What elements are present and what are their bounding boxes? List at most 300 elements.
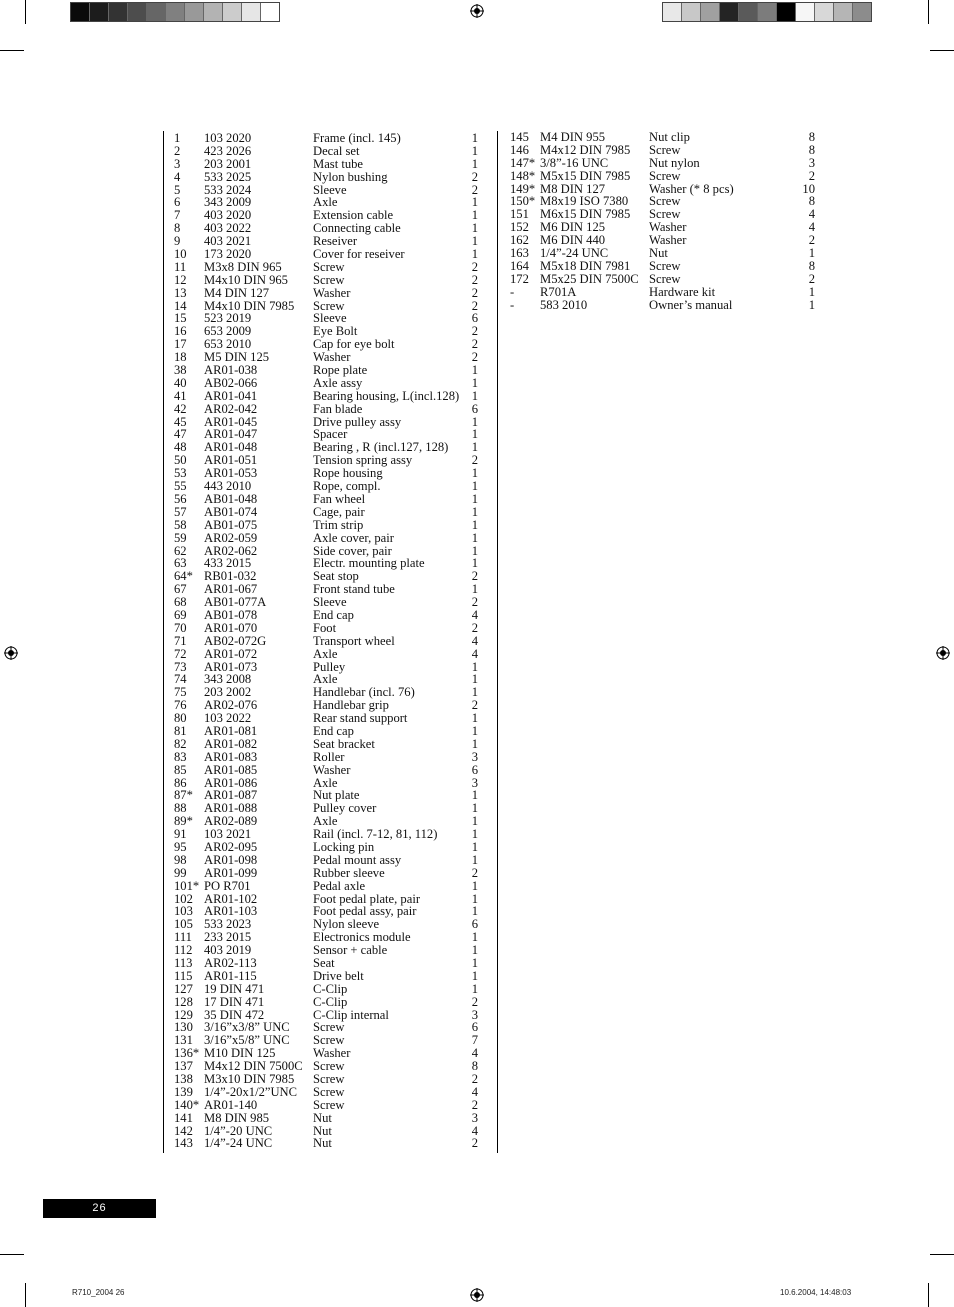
part-quantity: 1 [471, 981, 478, 996]
part-number-index: 163 [510, 246, 529, 261]
part-number-index: 127 [174, 981, 193, 996]
part-quantity: 1 [471, 517, 478, 532]
part-description: Drive pulley assy [313, 414, 402, 429]
table-divider-left [163, 131, 164, 1153]
part-code: M4 DIN 127 [204, 285, 270, 300]
part-quantity: 1 [471, 208, 478, 223]
part-description: Screw [649, 168, 681, 183]
part-number-index: 7 [174, 208, 181, 223]
table-row [174, 738, 480, 751]
part-number-index: 2 [174, 143, 181, 158]
part-quantity: 1 [471, 247, 478, 262]
parts-list-right [510, 131, 816, 311]
part-description: Sleeve [313, 595, 347, 610]
table-row [174, 957, 480, 970]
part-description: Pulley cover [313, 801, 377, 816]
part-description: Sensor + cable [313, 943, 388, 958]
part-number-index: 89* [174, 814, 193, 829]
table-row [174, 132, 480, 145]
part-description: Axle assy [313, 375, 363, 390]
part-code: M5x18 DIN 7981 [540, 258, 631, 273]
part-number-index: 63 [174, 556, 187, 571]
part-quantity: 1 [471, 556, 478, 571]
part-description: Locking pin [313, 839, 375, 854]
part-number-index: 48 [174, 440, 187, 455]
part-number-index: 98 [174, 852, 187, 867]
part-description: Screw [313, 272, 345, 287]
part-quantity: 6 [471, 401, 478, 416]
part-quantity: 2 [471, 324, 478, 339]
part-code: 343 2009 [204, 195, 252, 210]
part-number-index: 73 [174, 659, 187, 674]
table-row [510, 299, 816, 312]
part-code: M10 DIN 125 [204, 1046, 276, 1061]
part-description: Front stand tube [313, 582, 395, 597]
parts-list-left [174, 132, 480, 1150]
part-code: AR01-098 [204, 852, 258, 867]
part-number-index: 10 [174, 247, 187, 262]
part-code: 17 DIN 471 [204, 994, 265, 1009]
part-number-index: 9 [174, 234, 181, 249]
part-description: Reseiver [313, 234, 358, 249]
part-quantity: 1 [471, 801, 478, 816]
part-description: Extension cable [313, 208, 394, 223]
part-description: Owner’s manual [649, 297, 733, 312]
part-quantity: 1 [471, 195, 478, 210]
part-quantity: 1 [471, 943, 478, 958]
part-description: Cap for eye bolt [313, 337, 395, 352]
part-number-index: 172 [510, 271, 529, 286]
part-quantity: 2 [471, 620, 478, 635]
table-row [174, 287, 480, 300]
part-code: 203 2001 [204, 156, 252, 171]
table-row [174, 996, 480, 1009]
part-description: Drive belt [313, 968, 364, 983]
part-number-index: 72 [174, 646, 187, 661]
part-quantity: 3 [808, 155, 815, 170]
part-code: AR01-067 [204, 582, 258, 597]
table-divider-middle [497, 131, 498, 1153]
part-number-index: 141 [174, 1110, 193, 1125]
part-number-index: 42 [174, 401, 187, 416]
part-code: AR01-072 [204, 646, 258, 661]
part-number-index: 140* [174, 1097, 200, 1112]
part-number-index: 152 [510, 220, 529, 235]
part-quantity: 1 [471, 156, 478, 171]
part-number-index: 76 [174, 698, 187, 713]
part-description: Rail (incl. 7-12, 81, 112) [313, 827, 438, 842]
part-code: AR01-038 [204, 363, 258, 378]
part-number-index: 95 [174, 839, 187, 854]
part-code: 653 2010 [204, 337, 252, 352]
part-quantity: 2 [471, 182, 478, 197]
part-number-index: 38 [174, 363, 187, 378]
part-code: M3x8 DIN 965 [204, 259, 282, 274]
part-quantity: 10 [802, 181, 815, 196]
crop-mark [930, 50, 954, 51]
part-description: End cap [313, 607, 354, 622]
color-swatch [166, 3, 185, 21]
part-quantity: 4 [471, 646, 478, 661]
part-description: Fan blade [313, 401, 363, 416]
table-row [174, 403, 480, 416]
part-quantity: 1 [471, 930, 478, 945]
part-code: M8x19 ISO 7380 [540, 194, 629, 209]
crop-mark [25, 0, 26, 24]
part-quantity: 1 [471, 221, 478, 236]
part-description: Pulley [313, 659, 346, 674]
part-description: Screw [313, 298, 345, 313]
part-code: AB01-078 [204, 607, 258, 622]
part-quantity: 1 [808, 246, 815, 261]
part-description: C-Clip [313, 994, 348, 1009]
table-row [510, 157, 816, 170]
part-quantity: 2 [471, 259, 478, 274]
part-code: 35 DIN 472 [204, 1007, 265, 1022]
part-description: Nylon bushing [313, 169, 388, 184]
part-code: AR02-062 [204, 543, 258, 558]
registration-mark-icon [470, 1288, 484, 1302]
part-code: 533 2025 [204, 169, 252, 184]
crop-mark [0, 1254, 24, 1255]
part-code: M4x10 DIN 965 [204, 272, 288, 287]
table-row [174, 1099, 480, 1112]
part-number-index: 81 [174, 723, 187, 738]
part-number-index: 62 [174, 543, 187, 558]
table-row [174, 158, 480, 171]
table-row [510, 144, 816, 157]
part-description: Tension spring assy [313, 453, 413, 468]
part-code: M6 DIN 125 [540, 220, 606, 235]
part-quantity: 1 [471, 827, 478, 842]
part-number-index: 129 [174, 1007, 193, 1022]
part-description: Side cover, pair [313, 543, 392, 558]
color-swatch [223, 3, 242, 21]
part-quantity: 4 [471, 1046, 478, 1061]
part-description: Rope, compl. [313, 479, 381, 494]
color-swatch [128, 3, 147, 21]
table-row [174, 725, 480, 738]
part-code: AR02-089 [204, 814, 258, 829]
part-number-index: 151 [510, 207, 529, 222]
part-quantity: 2 [471, 865, 478, 880]
part-description: Screw [649, 271, 681, 286]
part-quantity: 2 [471, 285, 478, 300]
part-quantity: 2 [471, 272, 478, 287]
part-quantity: 4 [471, 633, 478, 648]
part-number-index: 57 [174, 504, 187, 519]
table-row [510, 131, 816, 144]
part-description: Frame (incl. 145) [313, 131, 401, 145]
table-row [174, 983, 480, 996]
table-row [174, 970, 480, 983]
table-row [510, 260, 816, 273]
part-description: Washer [313, 285, 351, 300]
part-description: Pedal mount assy [313, 852, 402, 867]
part-number-index: 71 [174, 633, 187, 648]
color-swatch [663, 3, 682, 21]
part-number-index: 164 [510, 258, 529, 273]
color-swatch [261, 3, 279, 21]
part-number-index: 137 [174, 1059, 193, 1074]
part-code: M8 DIN 127 [540, 181, 606, 196]
part-number-index: 59 [174, 530, 187, 545]
part-number-index: 69 [174, 607, 187, 622]
part-description: Rear stand support [313, 711, 408, 726]
part-code: 3/8”-16 UNC [540, 155, 609, 170]
part-quantity: 1 [471, 582, 478, 597]
part-description: Foot pedal plate, pair [313, 891, 421, 906]
part-code: AR01-085 [204, 762, 258, 777]
crop-mark [25, 1283, 26, 1307]
color-swatch [71, 3, 90, 21]
part-code: 343 2008 [204, 672, 252, 687]
table-row [174, 506, 480, 519]
part-code: 103 2022 [204, 711, 252, 726]
part-code: M4 DIN 955 [540, 130, 606, 144]
part-code: AR01-086 [204, 775, 258, 790]
part-description: Pedal axle [313, 878, 366, 893]
part-code: 423 2026 [204, 143, 252, 158]
part-number-index: 11 [174, 259, 187, 274]
part-code: M6 DIN 440 [540, 233, 606, 248]
part-number-index: 3 [174, 156, 181, 171]
part-quantity: 2 [808, 168, 815, 183]
color-swatch [147, 3, 166, 21]
part-code: AR01-047 [204, 427, 258, 442]
part-quantity: 4 [808, 207, 815, 222]
color-swatch [758, 3, 777, 21]
part-number-index: 148* [510, 168, 536, 183]
part-number-index: 83 [174, 749, 187, 764]
part-number-index: 17 [174, 337, 187, 352]
part-quantity: 3 [471, 775, 478, 790]
color-swatch [796, 3, 815, 21]
part-code: M4x10 DIN 7985 [204, 298, 295, 313]
table-row [174, 171, 480, 184]
part-quantity: 1 [808, 297, 815, 312]
part-code: 1/4”-24 UNC [540, 246, 609, 261]
part-quantity: 6 [471, 762, 478, 777]
part-number-index: 142 [174, 1123, 193, 1138]
part-quantity: 1 [471, 672, 478, 687]
part-number-index: 67 [174, 582, 187, 597]
part-number-index: 16 [174, 324, 187, 339]
color-swatch [242, 3, 261, 21]
color-swatch [90, 3, 109, 21]
part-description: Nut [649, 246, 668, 261]
table-row [510, 273, 816, 286]
table-row [174, 377, 480, 390]
part-description: Axle [313, 814, 338, 829]
part-number-index: 6 [174, 195, 181, 210]
part-code: AB01-075 [204, 517, 258, 532]
part-description: Washer [649, 233, 687, 248]
part-description: Spacer [313, 427, 348, 442]
part-quantity: 1 [471, 723, 478, 738]
part-number-index: 103 [174, 904, 193, 919]
color-swatch [701, 3, 720, 21]
part-quantity: 1 [471, 543, 478, 558]
color-swatch [853, 3, 871, 21]
part-quantity: 4 [808, 220, 815, 235]
part-code: 583 2010 [540, 297, 588, 312]
part-code: AR01-088 [204, 801, 258, 816]
part-number-index: 85 [174, 762, 187, 777]
part-quantity: 8 [808, 258, 815, 273]
table-row [510, 247, 816, 260]
part-description: Foot pedal assy, pair [313, 904, 417, 919]
footer-file-info: R710_2004 26 [72, 1288, 125, 1297]
part-quantity: 6 [471, 311, 478, 326]
part-code: AR01-103 [204, 904, 258, 919]
part-code: M8 DIN 985 [204, 1110, 270, 1125]
part-quantity: 1 [471, 878, 478, 893]
part-number-index: 47 [174, 427, 187, 442]
table-row [174, 480, 480, 493]
part-code: AR01-140 [204, 1097, 258, 1112]
part-code: AR02-076 [204, 698, 258, 713]
part-code: M4x12 DIN 7985 [540, 142, 631, 157]
part-description: Cover for reseiver [313, 247, 405, 262]
page-number: 26 [43, 1199, 156, 1218]
part-quantity: 2 [471, 453, 478, 468]
part-code: AR02-042 [204, 401, 258, 416]
part-description: Axle [313, 672, 338, 687]
table-row [174, 867, 480, 880]
part-code: AR01-045 [204, 414, 258, 429]
part-quantity: 1 [471, 414, 478, 429]
part-number-index: 105 [174, 917, 193, 932]
table-row [174, 1086, 480, 1099]
table-row [174, 841, 480, 854]
part-code: 1/4”-20 UNC [204, 1123, 273, 1138]
color-swatch [777, 3, 796, 21]
part-quantity: 1 [471, 788, 478, 803]
color-swatch [739, 3, 758, 21]
part-number-index: 138 [174, 1072, 193, 1087]
part-description: End cap [313, 723, 354, 738]
part-description: Screw [313, 1084, 345, 1099]
part-number-index: 45 [174, 414, 187, 429]
part-code: 403 2021 [204, 234, 252, 249]
part-number-index: 101* [174, 878, 200, 893]
part-quantity: 1 [471, 143, 478, 158]
part-quantity: 2 [471, 698, 478, 713]
part-code: AB01-048 [204, 491, 258, 506]
part-description: Screw [649, 207, 681, 222]
part-description: Screw [313, 1097, 345, 1112]
part-code: RB01-032 [204, 569, 257, 584]
part-number-index: 112 [174, 943, 193, 958]
part-quantity: 8 [808, 130, 815, 144]
part-code: 19 DIN 471 [204, 981, 265, 996]
color-swatch [720, 3, 739, 21]
crop-mark [930, 1254, 954, 1255]
part-description: Screw [313, 1072, 345, 1087]
part-description: Cage, pair [313, 504, 365, 519]
part-code: AR01-115 [204, 968, 257, 983]
part-description: Nut [313, 1136, 332, 1151]
part-quantity: 1 [471, 711, 478, 726]
part-description: Trim strip [313, 517, 364, 532]
part-number-index: 70 [174, 620, 187, 635]
part-quantity: 1 [471, 388, 478, 403]
table-row [174, 1073, 480, 1086]
part-code: AR01-073 [204, 659, 258, 674]
part-description: Washer [649, 220, 687, 235]
part-number-index: 139 [174, 1084, 193, 1099]
table-row [174, 532, 480, 545]
part-code: M5 DIN 125 [204, 350, 270, 365]
table-row [174, 493, 480, 506]
part-number-index: 136* [174, 1046, 200, 1061]
part-code: 1/4”-24 UNC [204, 1136, 273, 1151]
part-quantity: 2 [471, 1097, 478, 1112]
part-description: Transport wheel [313, 633, 395, 648]
part-number-index: - [510, 284, 515, 299]
table-row [174, 880, 480, 893]
part-description: Washer (* 8 pcs) [649, 181, 734, 196]
part-description: Hardware kit [649, 284, 716, 299]
part-code: 533 2024 [204, 182, 252, 197]
part-number-index: 14 [174, 298, 187, 313]
part-description: Nut clip [649, 130, 690, 144]
part-number-index: 146 [510, 142, 529, 157]
part-code: 1/4”-20x1/2”UNC [204, 1084, 298, 1099]
table-row [174, 519, 480, 532]
part-quantity: 2 [471, 337, 478, 352]
part-quantity: 4 [471, 1084, 478, 1099]
part-code: AR02-059 [204, 530, 258, 545]
part-description: Nut [313, 1123, 332, 1138]
part-description: Sleeve [313, 182, 347, 197]
part-description: Screw [313, 1020, 345, 1035]
part-description: Nut [313, 1110, 332, 1125]
part-description: Sleeve [313, 311, 347, 326]
part-description: Electr. mounting plate [313, 556, 425, 571]
part-code: AB02-066 [204, 375, 258, 390]
part-description: Rope plate [313, 363, 368, 378]
part-quantity: 3 [471, 1007, 478, 1022]
part-number-index: 68 [174, 595, 187, 610]
part-number-index: 8 [174, 221, 181, 236]
part-code: AR02-095 [204, 839, 258, 854]
part-number-index: - [510, 297, 515, 312]
part-number-index: 18 [174, 350, 187, 365]
part-description: Decal set [313, 143, 360, 158]
table-row [174, 635, 480, 648]
part-description: Screw [649, 258, 681, 273]
part-description: Handlebar (incl. 76) [313, 685, 415, 700]
part-quantity: 3 [471, 1110, 478, 1125]
footer-timestamp: 10.6.2004, 14:48:03 [780, 1288, 852, 1297]
part-description: Washer [313, 1046, 351, 1061]
part-quantity: 1 [471, 814, 478, 829]
part-number-index: 74 [174, 672, 187, 687]
part-number-index: 13 [174, 285, 187, 300]
part-code: 533 2023 [204, 917, 252, 932]
crop-mark [0, 50, 24, 51]
part-quantity: 8 [808, 194, 815, 209]
part-quantity: 1 [471, 736, 478, 751]
part-number-index: 12 [174, 272, 187, 287]
table-row [174, 364, 480, 377]
part-number-index: 5 [174, 182, 181, 197]
part-quantity: 2 [471, 1072, 478, 1087]
part-description: Seat bracket [313, 736, 375, 751]
part-description: Screw [313, 1033, 345, 1048]
